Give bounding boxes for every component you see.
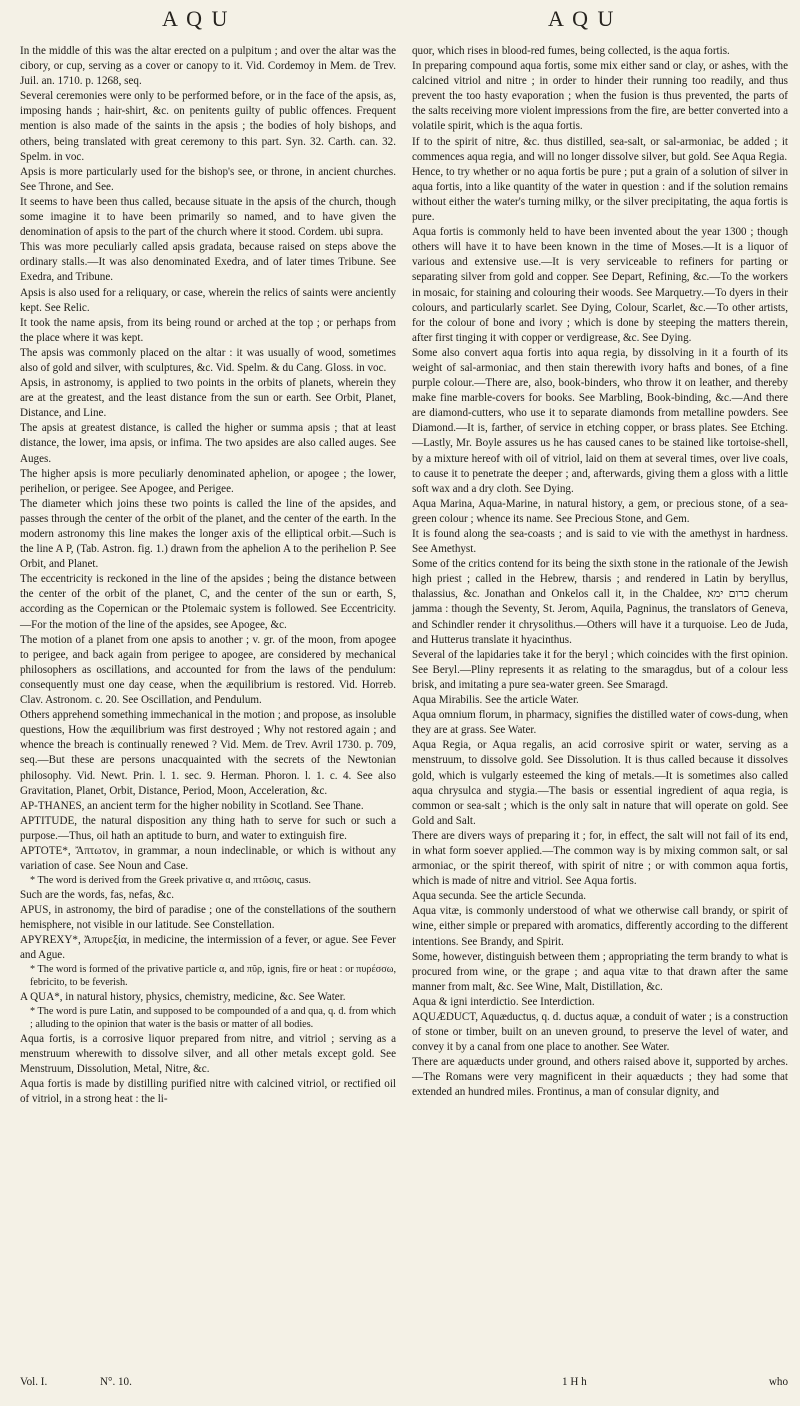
entry-paragraph: If to the spirit of nitre, &c. thus distilled, sea-salt, or sal-armoniac, be added ; it commences aqua regia, and will no longer dissolve silver, but gold. See Aqua Regia.	[412, 135, 788, 163]
entry-paragraph: There are aquæducts under ground, and others raised above it, supported by arches.—The Romans were very magnificent in their aquæducts ; they had some that extended an hundred miles. Frontinus, a man of consular dignity, and	[412, 1056, 788, 1099]
running-head-right: A Q U	[548, 6, 616, 31]
entry-paragraph: The motion of a planet from one apsis to another ; v. gr. of the moon, from apogee to perigee, and back again from perigee to apogee, are considered by mechanical philosophers as oscillations, and accounted for from the laws of the pendulum: consequently must one day cease, when the æquilibrium is restored. Vid. Horreb. Clav. Astronom. c. 20. See Oscillation, and Pendulum.	[20, 633, 396, 707]
entry-paragraph: Aqua & igni interdictio. See Interdiction.	[412, 995, 595, 1008]
entry-paragraph: This was more peculiarly called apsis gradata, because raised on steps above the ordinary stalls.—It was also denominated Exedra, and of later times Tribune. See Exedra, and Tribune.	[20, 241, 396, 284]
catchword: who	[768, 1376, 788, 1388]
entry-paragraph: Some, however, distinguish between them ; appropriating the term brandy to what is procured from wine, or the grape ; and aqua vitæ to that drawn after the same manner from malt, &c. See Wine, Malt, Distillation, &c.	[412, 950, 788, 993]
entry-paragraph: AQUÆDUCT, Aquæductus, q. d. ductus aquæ, a conduit of water ; is a construction of stone or timber, built on an uneven ground, to preserve the level of water, and convey it by a canal from one place to another. See Water.	[412, 1011, 788, 1054]
entry-paragraph: Aqua vitæ, is commonly understood of what we otherwise call brandy, or spirit of wine, either simple or prepared with aromatics, differently according to the different intentions. See Brandy, and Spirit.	[412, 905, 788, 948]
entry-paragraph: Aqua Marina, Aqua-Marine, in natural history, a gem, or precious stone, of a sea-green colour ; whence its name. See Precious Stone, and Gem.	[412, 497, 788, 525]
entry-paragraph: The apsis at greatest distance, is called the higher or summa apsis ; that at least distance, the lower, ima apsis, or infima. The two apsides are also called auges. See Auges.	[20, 422, 396, 465]
entry-paragraph: Such are the words, fas, nefas, &c.	[20, 888, 175, 901]
footnote: * The word is derived from the Greek privative α, and πτῶσις, casus.	[30, 875, 311, 887]
entry-paragraph: Aqua Regia, or Aqua regalis, an acid corrosive spirit or water, serving as a menstruum, to dissolve gold. See Dissolution. It is thus called because it dissolves gold, which is vulgarly esteemed the king of metals.—It is sometimes also called aqua chrysulca and stygia.—The basis or essential ingredient of aqua regia, is common or sea-salt ; which is the only salt in nature that will operate on gold. See Gold and Salt.	[412, 739, 788, 827]
entry-paragraph: The eccentricity is reckoned in the line of the apsides ; being the distance between the center of the orbit of the planet, C, and the center of the sun or earth, S, according as the Copernican or the Ptolemaic system is followed. See Eccentricity.—For the motion of the line of the apsides, see Apogee, &c.	[20, 573, 396, 631]
entry-paragraph: Aqua omnium florum, in pharmacy, signifies the distilled water of cows-dung, when they are at grass. See Water.	[412, 709, 788, 737]
entry-paragraph: APUS, in astronomy, the bird of paradise ; one of the constellations of the southern hemisphere, not visible in our latitude. See Constellation.	[20, 903, 396, 931]
entry-paragraph: Aqua Mirabilis. See the article Water.	[412, 694, 579, 707]
entry-paragraph: It seems to have been thus called, because situate in the apsis of the church, though some imagine it to have been primarily so named, and to have given the denomination of apsis to the part of the church where it stood. Cordem. ubi supra.	[20, 195, 396, 239]
entry-paragraph: Some also convert aqua fortis into aqua regia, by dissolving in it a fourth of its weight of sal-armoniac, and then stain therewith ivory hafts and bones, of a fine purple colour.—There are, also, book-binders, who throw it on leather, and thereby make fine marble-covers for books. See Marbling, Book-binding, &c.—And there are diamond-cutters, who use it to separate diamonds from metalline powders. See Diamond.—It is, farther, of service in etching copper, or brass plates. See Etching.—Lastly, Mr. Boyle assures us he has caused canes to be stained like tortoise-shell, by a mixture hereof with oil of vitriol, laid on them at several times, over live coals, to cause it to penetrate the deeper ; and, afterwards, giving them a gloss with a little soft wax and a dry cloth. See Dying.	[412, 346, 788, 495]
entry-paragraph: Aqua fortis is commonly held to have been invented about the year 1300 ; though others will have it to have been known in the time of Moses.—It is a liquor of various and extensive use.—It is very serviceable to refiners for parting or separating silver from gold and copper. See Depart, Refining, &c.—To the workers in mosaic, for staining and colouring their woods. See Marquetry.—To dyers in their colours, and particularly scarlet. See Dying, Colour, Scarlet, &c.—To other artists, for the colour of bone and ivory ; which is done by steeping the matters therein, after first tinging it with copper or verdigrease, &c. See Dying.	[412, 226, 788, 344]
entry-paragraph: Aqua fortis is made by distilling purified nitre with calcined vitriol, or rectified oil of vitriol, in a strong heat : the li-	[20, 1078, 396, 1106]
footnote: * The word is formed of the privative particle α, and πῦρ, ignis, fire or heat : or πυρέσσω, febricito, to be feverish.	[30, 964, 396, 989]
issue-number: N°. 10.	[100, 1376, 132, 1388]
entry-paragraph: In the middle of this was the altar erected on a pulpitum ; and over the altar was the cibory, or cup, serving as a cover or canopy to it. Vid. Cordemoy in Mem. de Trev. Juil. an. 1710. p. 1268, seq.	[20, 45, 396, 88]
entry-paragraph: Others apprehend something immechanical in the motion ; and propose, as insoluble questions, How the æquilibrium was first destroyed ; Why not restored again ; and whence the breach is continually renewed ? Vid. Mem. de Trev. Avril 1730. p. 709, seq.—But these are persons unacquainted with the secrets of the Newtonian philosophy. Vid. Newt. Prin. l. 1. sec. 9. Herman. Phoron. l. 1. c. 4. See also Gravitation, Planet, Orbit, Distance, Period, Moon, Acceleration, &c.	[20, 709, 396, 797]
entry-paragraph: quor, which rises in blood-red fumes, being collected, is the aqua fortis.	[412, 45, 730, 57]
entry-paragraph: Some of the critics contend for its being the sixth stone in the rationale of the Jewish high priest ; called in the Hebrew, tharsis ; and rendered in Latin by beryllus, thalassius, &c. Jonathan and Onkelos call it, in the Chaldee, כרום ימא cherum jamma : though the Seventy, St. Jerom, Aquila, Pagninus, the translators of Geneva, and Schindler render it chrysolithus.—Others will have it a turquoise. Leo de Juda, and Hutterus translate it hyacinthus.	[412, 558, 788, 646]
left-column	[20, 44, 396, 1107]
running-head-left: A Q U	[162, 6, 230, 31]
entry-paragraph: It is found along the sea-coasts ; and is said to vie with the amethyst in hardness. See Amethyst.	[412, 528, 788, 556]
entry-paragraph: It took the name apsis, from its being round or arched at the top ; or perhaps from the place where it was kept.	[20, 316, 396, 344]
entry-paragraph: AP-THANES, an ancient term for the higher nobility in Scotland. See Thane.	[20, 799, 364, 812]
entry-paragraph: The apsis was commonly placed on the altar : it was usually of wood, sometimes also of gold and silver, with sculptures, &c. Vid. Spelm. & du Cang. Gloss. in voc.	[20, 346, 396, 374]
entry-paragraph: Aqua secunda. See the article Secunda.	[412, 890, 587, 903]
signature-footer	[412, 1375, 788, 1389]
footnote: * The word is pure Latin, and supposed to be compounded of a and qua, q. d. from which ; alluding to the opinion that water is the basis or matter of all bodies.	[30, 1005, 396, 1031]
entry-paragraph: Several ceremonies were only to be performed before, or in the face of the apsis, as, imposing hands ; hair-shirt, &c. on penitents guilty of public offences. Frequent mention is also made of the saints in the apsis ; the bodies of holy bishops, and others, being translated with great ceremony to this part. Syn. 32. Carth. can. 32. Spelm. in voc.	[20, 90, 396, 163]
signature-mark: 1 H h	[562, 1376, 587, 1388]
entry-paragraph: Hence, to try whether or no aqua fortis be pure ; put a grain of a solution of silver in aqua fortis, into a like quantity of the water in question : and if the solution remains without either the water's turning milky, or the silver precipitating, the aqua fortis is pure.	[412, 165, 788, 224]
entry-paragraph: APYREXY*, Ἀπυρεξία, in medicine, the intermission of a fever, or ague. See Fever and Ague.	[20, 933, 396, 961]
entry-paragraph: There are divers ways of preparing it ; for, in effect, the salt will not fail of its end, in what form soever applied.—The common way is by mixing common salt, or sal armoniac, or the spirit thereof, with spirit of nitre ; or with common aqua fortis, which is made of nitre and vitriol. See Aqua fortis.	[412, 829, 788, 888]
entry-paragraph: Apsis, in astronomy, is applied to two points in the orbits of planets, wherein they are at the greatest, and the least distance from the sun or earth. See Orbit, Planet, Distance, and Line.	[20, 377, 396, 420]
entry-paragraph: APTITUDE, the natural disposition any thing hath to serve for such or such a purpose.—Thus, oil hath an aptitude to burn, and water to extinguish fire.	[20, 814, 396, 842]
right-column	[412, 44, 788, 1101]
entry-paragraph: Apsis is also used for a reliquary, or case, wherein the relics of saints were anciently kept. See Relic.	[20, 286, 396, 314]
volume-footer	[20, 1375, 396, 1389]
entry-paragraph: Several of the lapidaries take it for the beryl ; which coincides with the first opinion. See Beryl.—Pliny represents it as relating to the smaragdus, but of a colour less brisk, and imitating a pure sea-water green. See Smaragd.	[412, 648, 788, 691]
entry-paragraph: The higher apsis is more peculiarly denominated aphelion, or apogee ; the lower, perihelion, or perigee. See Apogee, and Perigee.	[20, 467, 396, 495]
entry-paragraph: In preparing compound aqua fortis, some mix either sand or clay, or ashes, with the calcined vitriol and nitre ; in order to hinder their running too readily, and thus prevent the too hasty evaporation ; when the fusion is thus prevented, the parts of the salts receiving more violent impressions from the fire, are better converted into a volatile spirit, which is the aqua fortis.	[412, 60, 788, 133]
entry-paragraph: A QUA*, in natural history, physics, chemistry, medicine, &c. See Water.	[20, 990, 346, 1003]
entry-paragraph: APTOTE*, Ἄπτωτον, in grammar, a noun indeclinable, or which is without any variation of case. See Noun and Case.	[20, 844, 396, 873]
volume-label: Vol. I.	[20, 1376, 48, 1388]
entry-paragraph: The diameter which joins these two points is called the line of the apsides, and passes through the center of the orbit of the planet, and the center of the earth. In the modern astronomy this line makes the longer axis of the elliptical orbit.—Such is the line A P, (Tab. Astron. fig. 1.) drawn from the aphelion A to the perihelion P. See Orbit, and Planet.	[20, 497, 396, 571]
entry-paragraph: Aqua fortis, is a corrosive liquor prepared from nitre, and vitriol ; serving as a menstruum wherewith to dissolve silver, and all other metals except gold. See Menstruum, Dissolution, Metal, Nitre, &c.	[20, 1032, 396, 1075]
entry-paragraph: Apsis is more particularly used for the bishop's see, or throne, in ancient churches. See Throne, and See.	[20, 165, 396, 193]
